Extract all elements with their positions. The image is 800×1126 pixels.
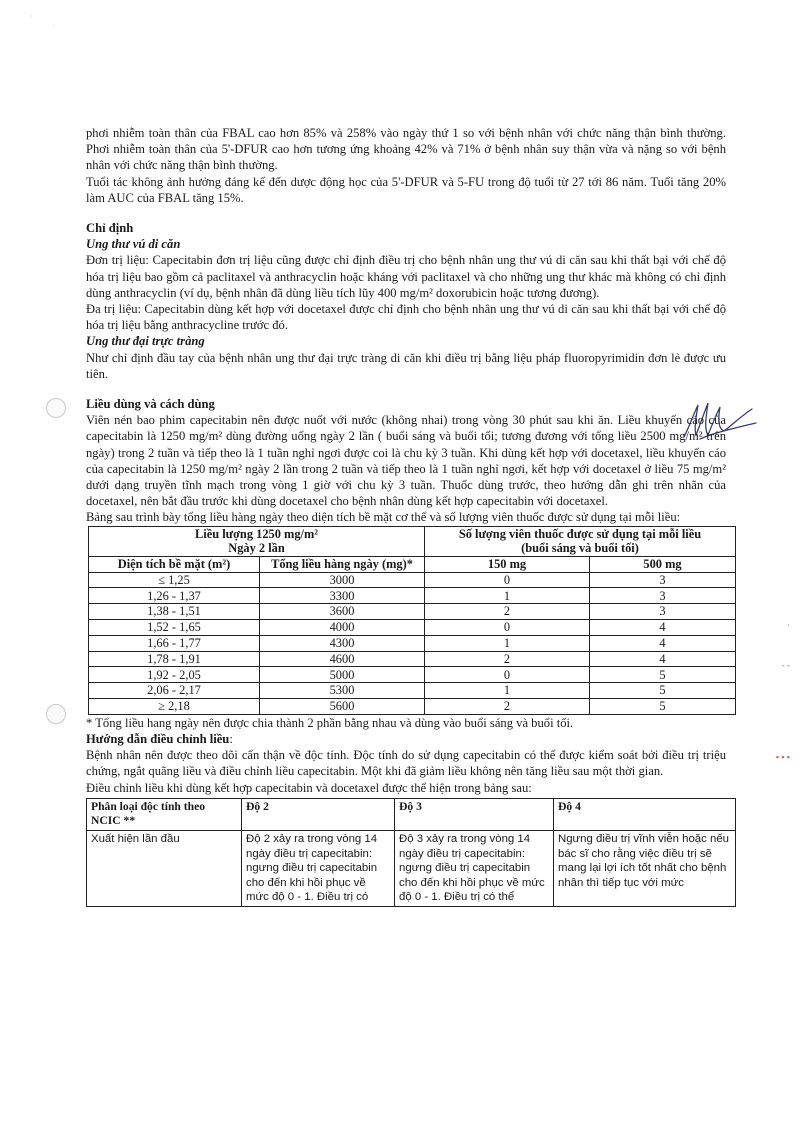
- subheading-breast-cancer: Ung thư vú di căn: [86, 237, 181, 252]
- table-cell: 3000: [260, 572, 425, 588]
- table-header-text: Liều lượng 1250 mg/m²: [195, 526, 318, 541]
- table-row: [89, 667, 736, 683]
- document-body: [86, 125, 729, 907]
- table-cell: 3: [590, 604, 736, 620]
- paragraph: Tuổi tác không ảnh hưởng đáng kể đến dược động học của 5'-DFUR và 5-FU trong độ tuổi từ 27 tới 86 năm. Tuổi tăng 20% làm AUC của FBAL tăng 15%.: [86, 174, 726, 205]
- table-cell: 1,78 - 1,91: [89, 651, 260, 667]
- section-heading-dose-adjustment: [86, 731, 726, 747]
- table-header: 500 mg: [590, 556, 736, 572]
- table-cell: 5: [590, 699, 736, 715]
- table-header-text: Ngày 2 lần: [228, 541, 285, 556]
- paragraph: Bảng sau trình bày tổng liều hàng ngày theo diện tích bề mặt cơ thể và số lượng viên thuốc được sử dụng tại mỗi liều:: [86, 510, 681, 525]
- table-cell: 5: [590, 667, 736, 683]
- table-cell: 1: [425, 683, 590, 699]
- table-header: 150 mg: [425, 556, 590, 572]
- section-heading-dosage: Liều dùng và cách dùng: [86, 397, 215, 412]
- heading-colon: :: [229, 732, 233, 747]
- table-row: [89, 699, 736, 715]
- table-cell: Xuất hiện lần đầu: [87, 831, 242, 907]
- table-cell: 1,92 - 2,05: [89, 667, 260, 683]
- paragraph: Bệnh nhân nên được theo dõi cẩn thận về độc tính. Độc tính do sử dụng capecitabin có thể được kiểm soát bởi điều trị triệu chứng, ngắt quãng liều và điều chỉnh liều capecitabin. Một khi đã giảm liều không nên tăng liều sau một thời gian.: [86, 748, 726, 779]
- table-footnote: * Tổng liều hang ngày nên được chia thành 2 phần bằng nhau và dùng vào buổi sáng và buổi tối.: [86, 715, 574, 730]
- table-header: [89, 526, 425, 556]
- table-row: [89, 651, 736, 667]
- table-cell: 5600: [260, 699, 425, 715]
- toxicity-table: [86, 798, 736, 907]
- table-cell: 4300: [260, 635, 425, 651]
- table-cell: Độ 2 xảy ra trong vòng 14 ngày điều trị capecitabin: ngưng điều trị capecitabin cho đến khi hồi phục về mức độ 0 - 1. Điều trị có: [242, 831, 395, 907]
- table-cell: 1,52 - 1,65: [89, 620, 260, 636]
- table-header: Phân loại độc tính theo NCIC **: [87, 798, 242, 830]
- table-cell: Độ 3 xảy ra trong vòng 14 ngày điều trị capecitabin: ngưng điều trị capecitabin cho đến khi hồi phục về mức độ 0 - 1. Điều trị có thể: [395, 831, 554, 907]
- paragraph: Như chỉ định đầu tay của bệnh nhân ung thư đại trực tràng di căn khi điều trị bằng liệu pháp fluoropyrimidin đơn lẻ được ưu tiên.: [86, 350, 726, 381]
- table-cell: 5000: [260, 667, 425, 683]
- section-heading-indication: Chỉ định: [86, 221, 134, 236]
- table-cell: Ngưng điều trị vĩnh viễn hoặc nếu bác sĩ cho rằng việc điều trị sẽ mang lại lợi ích tốt nhất cho bệnh nhân thì tiếp tục với mức: [554, 831, 736, 907]
- table-cell: 5: [590, 683, 736, 699]
- table-cell: 1,38 - 1,51: [89, 604, 260, 620]
- table-row: [87, 831, 736, 907]
- table-cell: ≤ 1,25: [89, 572, 260, 588]
- table-cell: 1: [425, 635, 590, 651]
- punch-hole: [46, 398, 66, 418]
- paragraph: Điều chỉnh liều khi dùng kết hợp capecitabin và docetaxel được thể hiện trong bảng sau:: [86, 780, 532, 795]
- table-header: Diện tích bề mặt (m²): [89, 556, 260, 572]
- dosage-table: [88, 526, 736, 715]
- table-cell: 0: [425, 667, 590, 683]
- table-header: Tổng liều hàng ngày (mg)*: [260, 556, 425, 572]
- table-header: Độ 4: [554, 798, 736, 830]
- table-cell: 2: [425, 699, 590, 715]
- table-cell: 1,66 - 1,77: [89, 635, 260, 651]
- paragraph: Viên nén bao phim capecitabin nên được nuốt với nước (không nhai) trong vòng 30 phút sau khi ăn. Liều khuyến cáo của capecitabin là 1250 mg/m² dùng đường uống ngày 2 lần ( buổi sáng và buổi tối; tương đương với tổng liều 2500 mg/m² trên ngày) trong 2 tuần và tiếp theo là 1 tuần nghỉ ngơi được coi là chu kỳ 3 tuần. Khi dùng kết hợp với docetaxel, liều khuyến cáo của capecitabin là 1250 mg/m² ngày 2 lần trong 2 tuần và tiếp theo là 1 tuần nghỉ ngơi, kết hợp với docetaxel ở liều 75 mg/m² dưới dạng truyền tĩnh mạch trong vòng 1 giờ với chu kỳ 3 tuần. Thuốc dùng trước, theo hướng dẫn ghi trên nhãn của docetaxel, nên bắt đầu trước khi dùng docetaxel cho bệnh nhân dùng kết hợp capecitabin với docetaxel.: [86, 413, 726, 509]
- table-header-text: (buổi sáng và buổi tối): [521, 541, 639, 556]
- table-row: [89, 604, 736, 620]
- paragraph: phơi nhiễm toàn thân của FBAL cao hơn 85% và 258% vào ngày thứ 1 so với bệnh nhân với chức năng thận bình thường. Phơi nhiễm toàn thân của 5'-DFUR cao hơn tương ứng khoảng 42% và 71% ở bệnh nhân suy thận vừa và nặng so với bệnh nhân với chức năng thận bình thường.: [86, 126, 726, 173]
- table-cell: 3600: [260, 604, 425, 620]
- table-cell: 2: [425, 651, 590, 667]
- table-cell: 2: [425, 604, 590, 620]
- table-header: [425, 526, 736, 556]
- table-cell: 1: [425, 588, 590, 604]
- table-row: [89, 572, 736, 588]
- scan-dot: ·: [30, 12, 33, 21]
- table-header: Độ 3: [395, 798, 554, 830]
- table-cell: 0: [425, 572, 590, 588]
- scan-dot: ·: [52, 22, 55, 31]
- table-cell: 5300: [260, 683, 425, 699]
- punch-hole: [46, 704, 66, 724]
- table-cell: 3: [590, 572, 736, 588]
- table-cell: 4: [590, 620, 736, 636]
- edge-mark: - -: [781, 660, 790, 670]
- table-cell: 3300: [260, 588, 425, 604]
- table-cell: 4: [590, 635, 736, 651]
- table-cell: 4000: [260, 620, 425, 636]
- table-row: [89, 635, 736, 651]
- table-row: [89, 620, 736, 636]
- table-cell: ≥ 2,18: [89, 699, 260, 715]
- table-cell: 1,26 - 1,37: [89, 588, 260, 604]
- table-header: Độ 2: [242, 798, 395, 830]
- heading-text: Hướng dẫn điều chỉnh liều: [86, 732, 230, 747]
- table-cell: 2,06 - 2,17: [89, 683, 260, 699]
- table-cell: 0: [425, 620, 590, 636]
- edge-mark: ▪ ▪ ▪: [775, 752, 790, 762]
- edge-mark: ·: [787, 620, 790, 630]
- paragraph: Đơn trị liệu: Capecitabin đơn trị liệu cũng được chỉ định điều trị cho bệnh nhân ung thư vú di căn sau khi thất bại với chế độ hóa trị liệu bao gồm cả paclitaxel và anthracyclin hoặc kháng với paclitaxel và cho những ung thư khác mà không có chỉ định dùng anthracyclin (ví dụ, bệnh nhân đã dùng liều tích lũy 400 mg/m² doxorubicin hoặc tương đương).: [86, 253, 726, 300]
- table-cell: 4: [590, 651, 736, 667]
- table-row: [89, 588, 736, 604]
- table-row: [89, 683, 736, 699]
- subheading-colorectal-cancer: Ung thư đại trực tràng: [86, 334, 205, 349]
- table-cell: 4600: [260, 651, 425, 667]
- table-header-text: Số lượng viên thuốc được sử dụng tại mỗi liều: [458, 526, 702, 541]
- table-cell: 3: [590, 588, 736, 604]
- paragraph: Đa trị liệu: Capecitabin dùng kết hợp với docetaxel được chỉ định cho bệnh nhân ung thư vú di căn sau khi thất bại với chế độ hóa trị liệu bằng anthracycline trước đó.: [86, 302, 726, 333]
